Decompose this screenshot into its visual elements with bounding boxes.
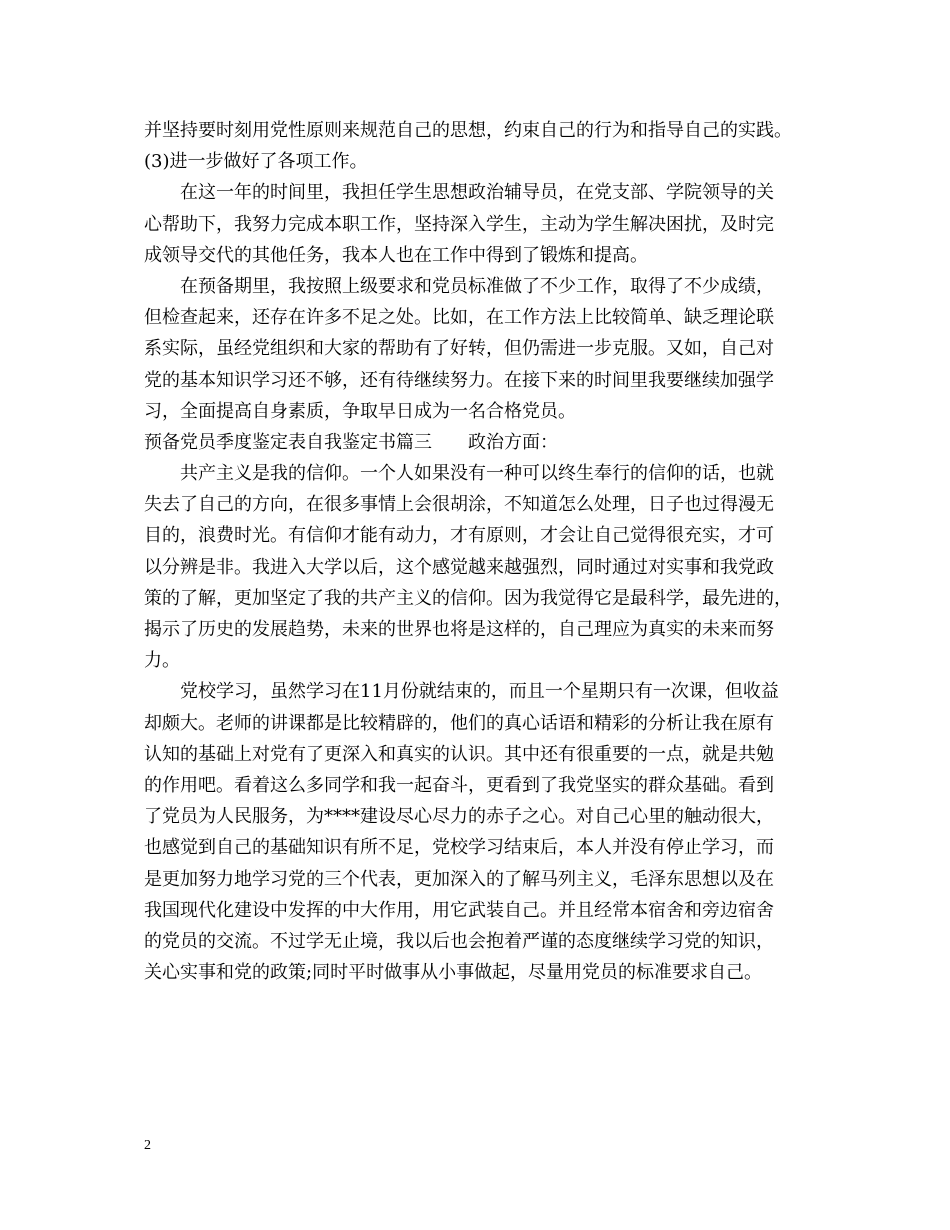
text-line: 的作用吧。看着这么多同学和我一起奋斗，更看到了我党坚实的群众基础。看到: [144, 774, 774, 796]
text-line: 也感觉到自己的基础知识有所不足，党校学习结束后，本人并没有停止学习，而: [144, 837, 774, 859]
section-heading: 预备党员季度鉴定表自我鉴定书篇三 政治方面：: [144, 431, 558, 453]
page-number: 2: [144, 1138, 151, 1153]
text-line: 共产主义是我的信仰。一个人如果没有一种可以终生奉行的信仰的话，也就: [180, 463, 774, 485]
body-text: [144, 115, 834, 988]
text-line: 心帮助下，我努力完成本职工作，坚持深入学生，主动为学生解决困扰，及时完: [144, 213, 774, 235]
text-line: (3)进一步做好了各项工作。: [144, 151, 368, 173]
text-line: 我国现代化建设中发挥的中大作用，用它武装自己。并且经常本宿舍和旁边宿舍: [144, 899, 774, 921]
text-line: 在预备期里，我按照上级要求和党员标准做了不少工作，取得了不少成绩，: [180, 275, 774, 297]
text-line: 以分辨是非。我进入大学以后，这个感觉越来越强烈，同时通过对实事和我党政: [144, 556, 774, 578]
text-line: 但检查起来，还存在许多不足之处。比如，在工作方法上比较简单、缺乏理论联: [144, 307, 774, 329]
text-line: 习，全面提高自身素质，争取早日成为一名合格党员。: [144, 400, 576, 422]
text-line: 党的基本知识学习还不够，还有待继续努力。在接下来的时间里我要继续加强学: [144, 369, 774, 391]
text-line: 成领导交代的其他任务，我本人也在工作中得到了锻炼和提高。: [144, 244, 648, 266]
text-line: 系实际，虽经党组织和大家的帮助有了好转，但仍需进一步克服。又如，自己对: [144, 338, 774, 360]
text-line: 揭示了历史的发展趋势，未来的世界也将是这样的，自己理应为真实的未来而努: [144, 619, 774, 640]
text-line: 在这一年的时间里，我担任学生思想政治辅导员，在党支部、学院领导的关: [180, 182, 774, 204]
text-line: 目的，浪费时光。有信仰才能有动力，才有原则，才会让自己觉得很充实，才可: [144, 525, 774, 547]
text-line: 失去了自己的方向，在很多事情上会很胡涂，不知道怎么处理，日子也过得漫无: [144, 494, 774, 516]
text-line: 了党员为人民服务，为****建设尽心尽力的赤子之心。对自己心里的触动很大，: [144, 806, 774, 828]
text-line: 认知的基础上对党有了更深入和真实的认识。其中还有很重要的一点，就是共勉: [144, 743, 774, 765]
text-line: 策的了解，更加坚定了我的共产主义的信仰。因为我觉得它是最科学，最先进的，: [144, 587, 792, 609]
text-line: 的党员的交流。不过学无止境，我以后也会抱着严谨的态度继续学习党的知识，: [144, 930, 774, 952]
text-line: 是更加努力地学习党的三个代表，更加深入的了解马列主义，毛泽东思想以及在: [144, 868, 774, 890]
text-line: 党校学习，虽然学习在11月份就结束的，而且一个星期只有一次课，但收益: [180, 681, 779, 703]
text-line: 却颇大。老师的讲课都是比较精辟的，他们的真心话语和精彩的分析让我在原有: [144, 712, 774, 734]
text-line: 并坚持要时刻用党性原则来规范自己的思想，约束自己的行为和指导自己的实践。: [144, 120, 792, 141]
text-line: 力。: [144, 650, 180, 672]
text-line: 关心实事和党的政策;同时平时做事从小事做起，尽量用党员的标准要求自己。: [144, 962, 763, 984]
